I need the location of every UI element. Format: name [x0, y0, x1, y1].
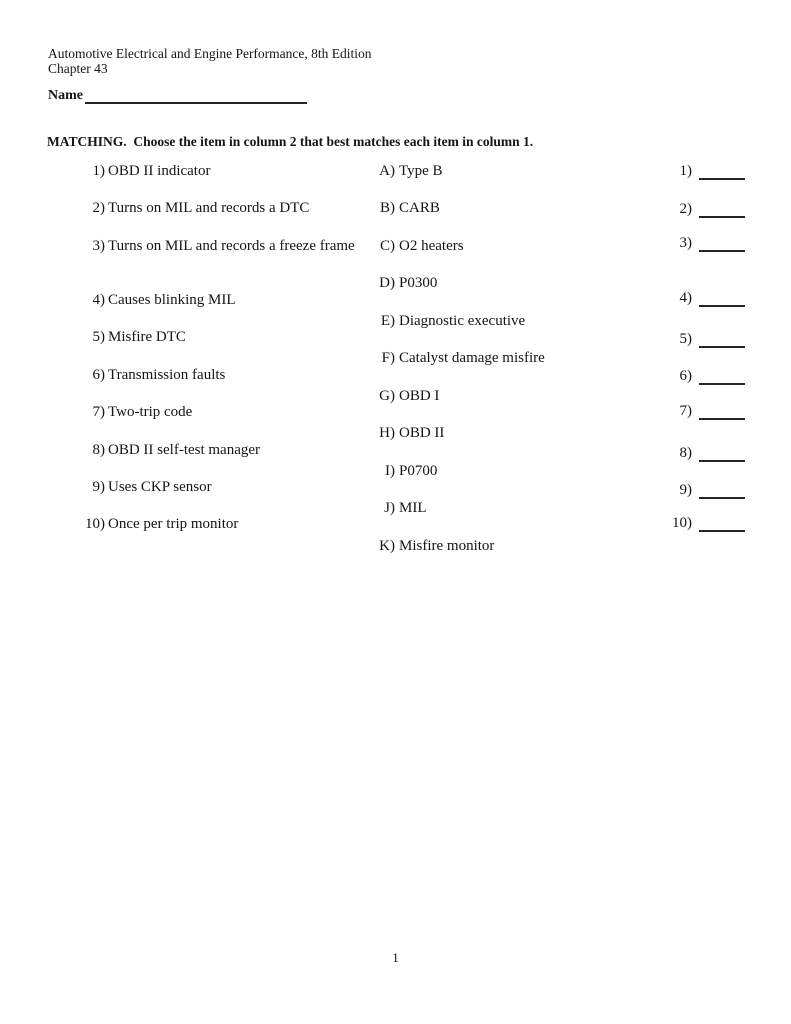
answer-blank-line: [699, 291, 745, 307]
item-text: Uses CKP sensor: [108, 479, 212, 495]
item-text: Turns on MIL and records a freeze frame: [108, 238, 355, 254]
item-number: 3): [92, 238, 105, 254]
item-number: 7): [92, 404, 105, 420]
name-label: Name: [48, 88, 83, 103]
column1-item-9: [70, 479, 212, 496]
answer-blank-line: [699, 404, 745, 420]
column1-item-2: [70, 200, 309, 217]
column1-item-3: [70, 238, 355, 255]
option-letter: J): [384, 500, 395, 516]
item-text: OBD II self-test manager: [108, 442, 261, 458]
answer-row-7: [650, 403, 745, 420]
option-text: Type B: [399, 163, 443, 179]
option-letter: D): [379, 275, 395, 291]
answer-number: 7): [679, 403, 692, 419]
option-letter: E): [380, 313, 395, 329]
answer-number: 4): [679, 290, 692, 306]
answer-row-10: [650, 515, 745, 532]
option-letter: B): [380, 200, 395, 216]
item-text: Turns on MIL and records a DTC: [108, 200, 310, 216]
item-text: Transmission faults: [108, 367, 226, 383]
option-letter: K): [379, 538, 395, 554]
column1-item-4: [70, 292, 236, 309]
column2-option-i: [365, 463, 437, 480]
item-number: 4): [92, 292, 105, 308]
option-text: Diagnostic executive: [399, 313, 526, 329]
answer-blank-line: [699, 516, 745, 532]
answer-row-8: [650, 445, 745, 462]
option-letter: I): [385, 463, 395, 479]
column1-item-7: [70, 404, 192, 421]
option-text: OBD I: [399, 388, 440, 404]
item-text: Misfire DTC: [108, 329, 186, 345]
option-text: P0300: [399, 275, 438, 291]
answer-number: 5): [679, 331, 692, 347]
item-number: 6): [92, 367, 105, 383]
name-row: [48, 88, 307, 104]
answer-blank-line: [699, 483, 745, 499]
option-text: CARB: [399, 200, 440, 216]
item-number: 1): [92, 163, 105, 179]
column1-item-6: [70, 367, 225, 384]
column2-option-c: [365, 238, 464, 255]
column2-option-d: [365, 275, 437, 292]
page-number: 1: [392, 950, 399, 965]
column2-option-f: [365, 350, 545, 367]
column2-option-k: [365, 538, 494, 555]
column2-option-b: [365, 200, 440, 217]
answer-number: 2): [679, 201, 692, 217]
answer-blank-line: [699, 164, 745, 180]
answer-blank-line: [699, 446, 745, 462]
item-text: OBD II indicator: [108, 163, 211, 179]
option-letter: G): [379, 388, 395, 404]
answer-blank-line: [699, 202, 745, 218]
answer-number: 6): [679, 368, 692, 384]
option-letter: F): [381, 350, 395, 366]
answer-number: 10): [672, 515, 692, 531]
column1-item-5: [70, 329, 186, 346]
answer-row-3: [650, 235, 745, 252]
item-text: Causes blinking MIL: [108, 292, 236, 308]
column2-option-a: [365, 163, 443, 180]
answer-number: 8): [679, 445, 692, 461]
item-text: Once per trip monitor: [108, 516, 239, 532]
item-number: 8): [92, 442, 105, 458]
document-header: [48, 46, 372, 76]
answer-blank-line: [699, 332, 745, 348]
doc-title: Automotive Electrical and Engine Performance, 8th Edition: [48, 46, 372, 61]
answer-row-1: [650, 163, 745, 180]
option-text: O2 heaters: [399, 238, 464, 254]
option-letter: C): [380, 238, 395, 254]
answer-row-9: [650, 482, 745, 499]
item-number: 5): [92, 329, 105, 345]
option-text: P0700: [399, 463, 438, 479]
answer-number: 9): [679, 482, 692, 498]
column2-option-e: [365, 313, 525, 330]
column1-item-10: [70, 516, 238, 533]
option-letter: H): [379, 425, 395, 441]
item-text: Two-trip code: [108, 404, 193, 420]
option-text: Misfire monitor: [399, 538, 495, 554]
option-letter: A): [379, 163, 395, 179]
column1-item-1: [70, 163, 210, 180]
answer-row-4: [650, 290, 745, 307]
answer-row-2: [650, 201, 745, 218]
matching-instructions: MATCHING. Choose the item in column 2 that best matches each item in column 1.: [47, 134, 534, 149]
chapter-label: Chapter 43: [48, 61, 108, 76]
item-number: 10): [85, 516, 105, 532]
option-text: MIL: [399, 500, 427, 516]
item-number: 2): [92, 200, 105, 216]
column1-item-8: [70, 442, 260, 459]
option-text: Catalyst damage misfire: [399, 350, 545, 366]
name-blank-line: [85, 88, 307, 104]
column2-option-h: [365, 425, 444, 442]
item-number: 9): [92, 479, 105, 495]
answer-blank-line: [699, 236, 745, 252]
answer-row-5: [650, 331, 745, 348]
option-text: OBD II: [399, 425, 445, 441]
answer-number: 1): [679, 163, 692, 179]
answer-blank-line: [699, 369, 745, 385]
column2-option-g: [365, 388, 439, 405]
answer-row-6: [650, 368, 745, 385]
answer-number: 3): [679, 235, 692, 251]
column2-option-j: [365, 500, 427, 517]
